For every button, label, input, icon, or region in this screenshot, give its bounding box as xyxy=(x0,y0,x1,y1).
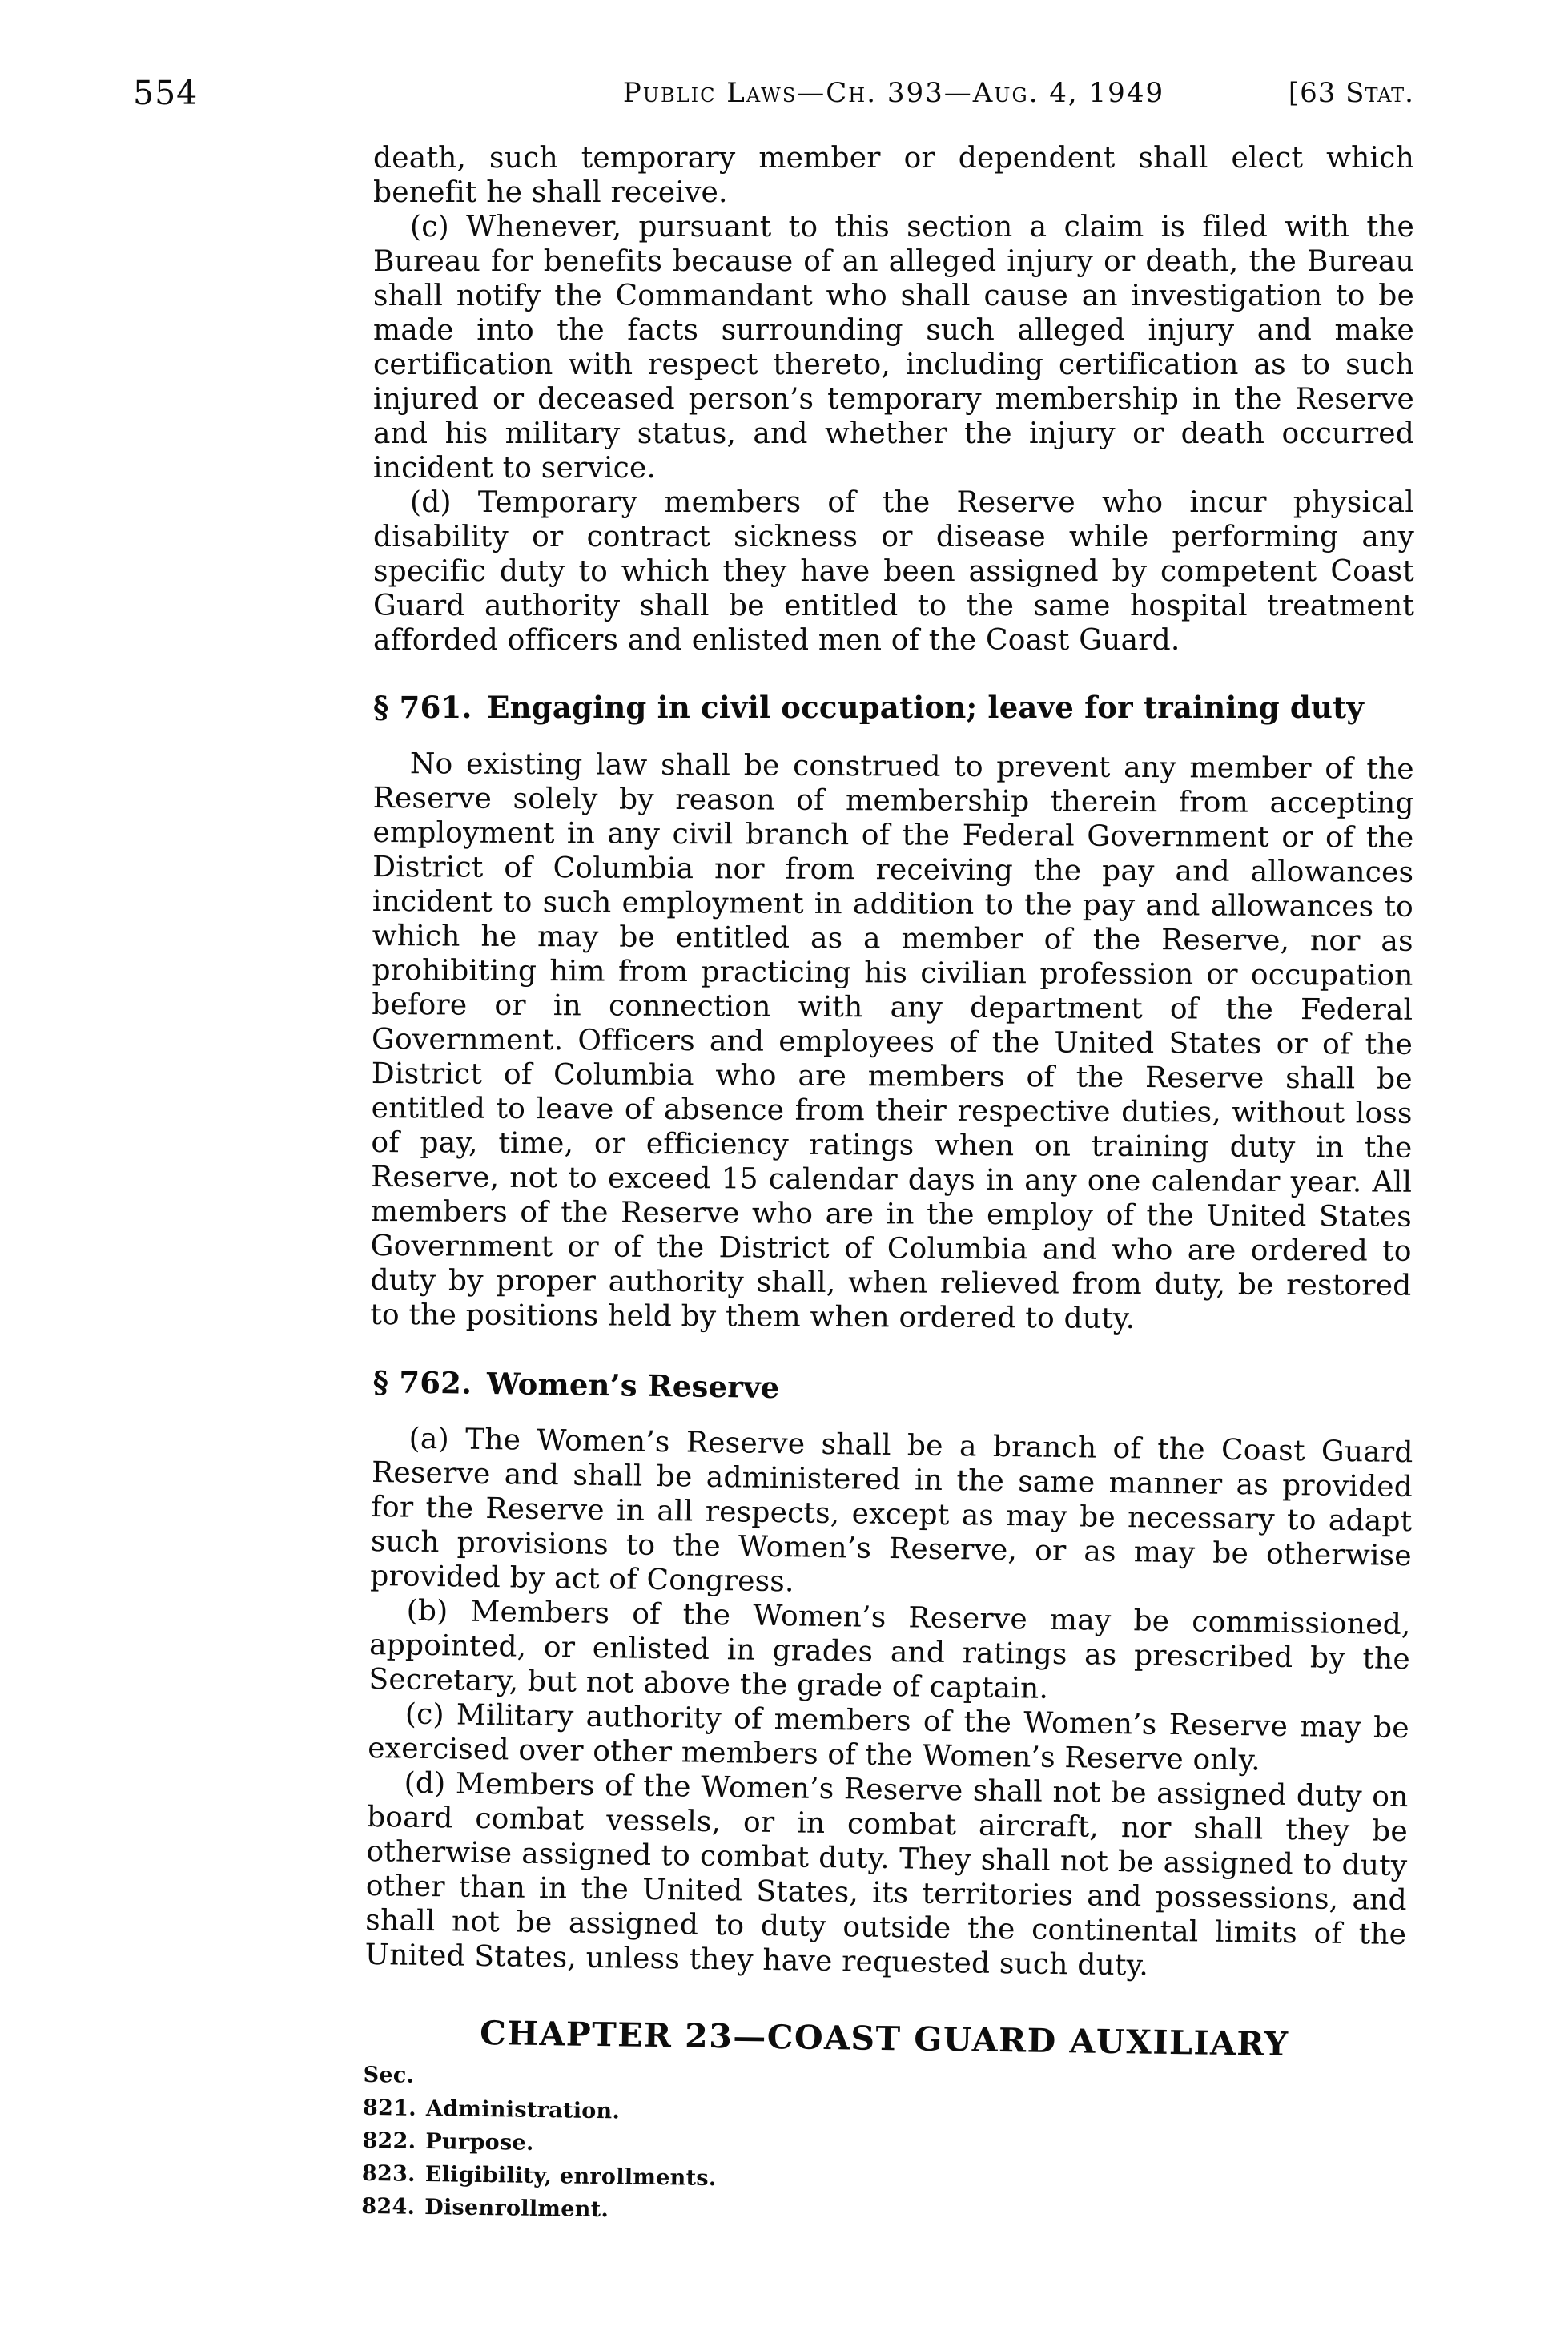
section-762-heading: § 762. Women’s Reserve xyxy=(372,1364,780,1406)
section-number: 822. xyxy=(362,2128,416,2154)
running-head xyxy=(373,77,1414,117)
section-762-paragraph-c: (c) Military authority of members of the Women’s Reserve may be exercised over other members of the Women’s Reserve only. xyxy=(368,1697,1410,1777)
section-title: Disenrollment. xyxy=(424,2195,609,2223)
section-762-paragraph-b: (b) Members of the Women’s Reserve may be commissioned, appointed, or enlisted in grades and ratings as prescribed by the Secretary, but not above the grade of captain. xyxy=(368,1594,1411,1705)
chapter-23-section-list xyxy=(361,2059,1405,2237)
running-head-title: Public Laws—Ch. 393—Aug. 4, 1949 xyxy=(622,77,1165,109)
section-title: Administration. xyxy=(425,2096,621,2124)
lower-page-block xyxy=(361,1364,1414,2237)
section-number: 823. xyxy=(361,2160,416,2187)
section-title: Purpose. xyxy=(425,2129,534,2156)
section-title: Eligibility, enrollments. xyxy=(424,2162,717,2192)
paragraph-continuation: death, such temporary member or dependent shall elect which benefit he shall receive. xyxy=(373,142,1414,209)
section-number: 821. xyxy=(362,2095,417,2121)
section-list-label: Sec. xyxy=(363,2062,415,2088)
section-762-paragraph-a: (a) The Women’s Reserve shall be a branch of the Coast Guard Reserve and shall be administered in the same manner as provided for the Reserve in all respects, except as may be necessary to adapt such provisions to the Women’s Reserve, or as may be otherwise provided by act of Congress. xyxy=(370,1422,1413,1599)
paragraph-d-temporary-members: (d) Temporary members of the Reserve who incur physical disability or contract sickness or disease while performing any specific duty to which they have been assigned by competent Coast Guard authority shall be entitled to the same hospital treatment afforded officers and enlisted men of the Coast Guard. xyxy=(373,486,1414,657)
stat-citation: [63 Stat. xyxy=(1288,77,1414,109)
section-761-body: No existing law shall be construed to prevent any member of the Reserve solely by reason of membership therein from accepting employment in any civil branch of the Federal Government or of the District of Columbia nor from receiving the pay and allowances incident to such employment in addition to the pay and allowances to which he may be entitled as a member of the Reserve, nor as prohibiting him from practicing his civilian profession or occupation before or in connection with any department of the Federal Government. Officers and employees of the United States or of the District of Columbia who are members of the Reserve shall be entitled to leave of absence from their respective duties, without loss of pay, time, or efficiency ratings when on training duty in the Reserve, not to exceed 15 calendar days in any one calendar year. All members of the Reserve who are in the employ of the United States Government or of the District of Columbia and who are ordered to duty by proper authority shall, when relieved from duty, be restored to the positions held by them when ordered to duty. xyxy=(370,747,1414,1335)
section-762-paragraph-d: (d) Members of the Women’s Reserve shall not be assigned duty on board combat vessels, or in combat aircraft, nor shall they be otherwise assigned to combat duty. They shall not be assigned to duty other than in the United States, its territories and possessions, and shall not be assigned to duty outside the continental limits of the United States, unless they have requested such duty. xyxy=(364,1766,1409,1983)
section-number: 824. xyxy=(361,2193,416,2220)
paragraph-c-claims: (c) Whenever, pursuant to this section a claim is filed with the Bureau for benefits because of an alleged injury or death, the Bureau shall notify the Commandant who shall cause an investigation to be made into the facts surrounding such alleged injury and make certification with respect thereto, including certification as to such injured or deceased person’s temporary membership in the Reserve and his military status, and whether the injury or death occurred incident to service. xyxy=(373,211,1414,485)
body-column xyxy=(361,141,1414,2223)
page-number: 554 xyxy=(133,74,199,112)
chapter-23-heading: CHAPTER 23—COAST GUARD AUXILIARY xyxy=(479,2013,1289,2064)
section-761-heading: § 761. Engaging in civil occupation; leave for training duty xyxy=(373,690,1365,725)
